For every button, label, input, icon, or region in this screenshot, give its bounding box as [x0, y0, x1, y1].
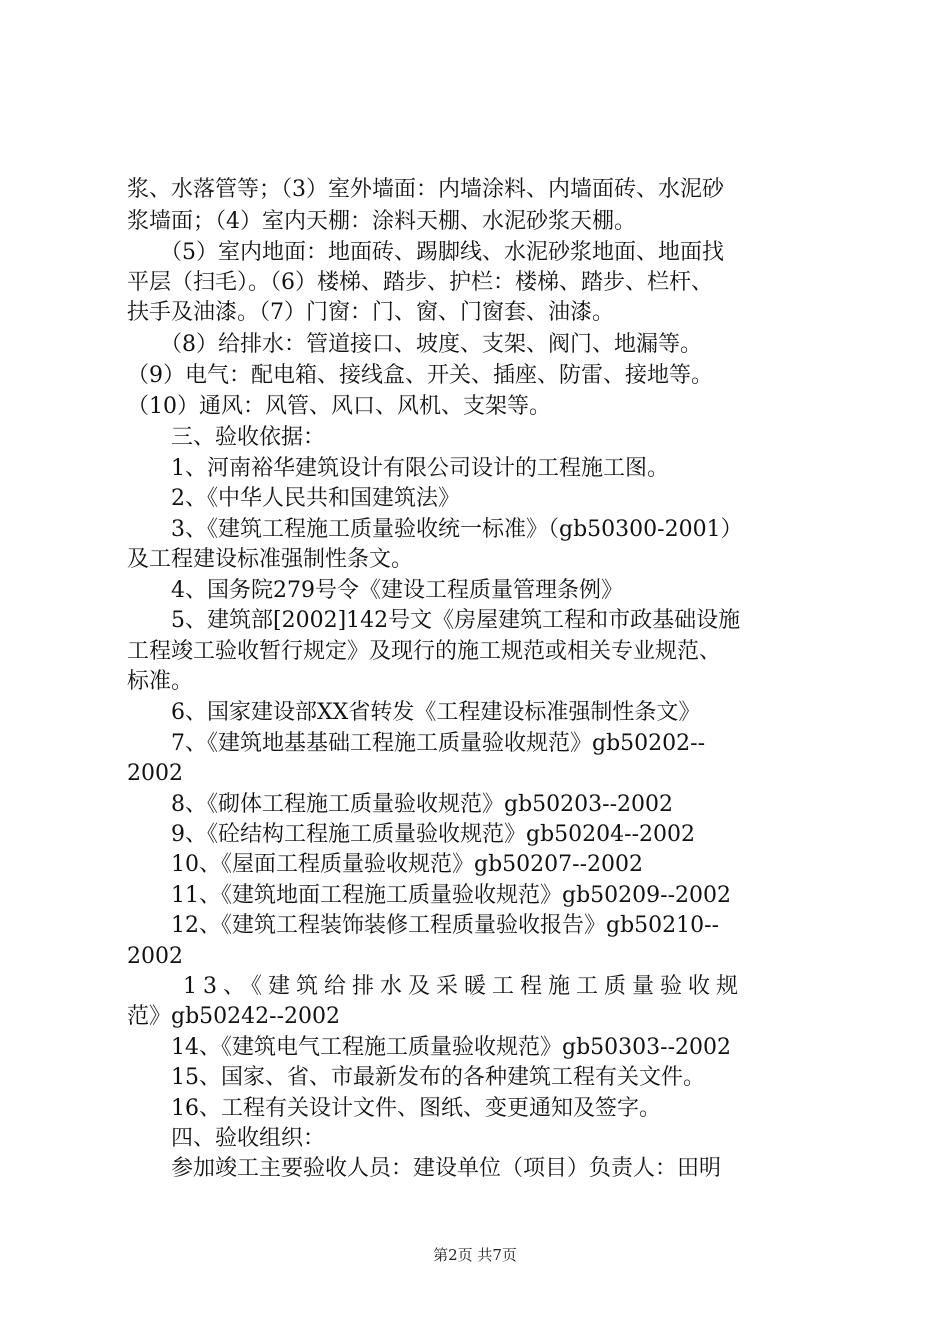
text-line: 浆墙面；（4）室内天棚：涂料天棚、水泥砂浆天棚。: [127, 209, 636, 234]
list-item: 3、《建筑工程施工质量验收统一标准》（gb50300-2001）: [127, 517, 743, 542]
list-item: 1、河南裕华建筑设计有限公司设计的工程施工图。: [127, 456, 669, 481]
page-footer: 第2页 共7页: [433, 1246, 517, 1264]
list-item: 4、国务院279号令《建设工程质量管理条例》: [127, 578, 623, 603]
list-item: 10、《屋面工程质量验收规范》gb50207--2002: [127, 852, 644, 877]
list-item: 2、《中华人民共和国建筑法》: [127, 486, 460, 511]
text-line: （5）室内地面：地面砖、踢脚线、水泥砂浆地面、地面找: [127, 240, 724, 265]
text-line: 浆、水落管等；（3）室外墙面：内墙涂料、内墙面砖、水泥砂: [127, 177, 724, 202]
list-item: 13、《建筑给排水及采暖工程施工质量验收规: [127, 974, 744, 999]
text-line: 标准。: [127, 669, 194, 694]
text-line: 平层（扫毛）。（6）楼梯、踏步、护栏：楼梯、踏步、栏杆、: [127, 270, 713, 295]
list-item: 15、国家、省、市最新发布的各种建筑工程有关文件。: [127, 1065, 705, 1090]
text-line: 工程竣工验收暂行规定》及现行的施工规范或相关专业规范、: [127, 639, 722, 664]
list-item: 11、《建筑地面工程施工质量验收规范》gb50209--2002: [127, 883, 732, 908]
text-line: （8）给排水：管道接口、坡度、支架、阀门、地漏等。: [127, 332, 702, 357]
text-line: （10）通风：风管、风口、风机、支架等。: [127, 394, 551, 419]
list-item: 7、《建筑地基基础工程施工质量验收规范》gb50202--: [127, 731, 706, 756]
text-line: 2002: [127, 944, 183, 969]
section-heading: 三、验收依据：: [127, 425, 326, 450]
list-item: 5、建筑部[2002]142号文《房屋建筑工程和市政基础设施: [127, 608, 741, 633]
list-item: 16、工程有关设计文件、图纸、变更通知及签字。: [127, 1096, 661, 1121]
text-line: （9）电气：配电箱、接线盒、开关、插座、防雷、接地等。: [127, 363, 713, 388]
list-item: 8、《砌体工程施工质量验收规范》gb50203--2002: [127, 792, 674, 817]
text-line: 参加竣工主要验收人员：建设单位（项目）负责人：田明: [127, 1156, 722, 1181]
text-line: 2002: [127, 761, 183, 786]
text-line: 及工程建设标准强制性条文。: [127, 547, 414, 572]
text-line: 范》gb50242--2002: [127, 1004, 341, 1029]
list-item: 12、《建筑工程装饰装修工程质量验收报告》gb50210--: [127, 913, 720, 938]
text-line: 扶手及油漆。（7）门窗：门、窗、门窗套、油漆。: [127, 300, 614, 325]
list-item: 9、《砼结构工程施工质量验收规范》gb50204--2002: [127, 822, 696, 847]
list-item: 14、《建筑电气工程施工质量验收规范》gb50303--2002: [127, 1035, 732, 1060]
section-heading: 四、验收组织：: [127, 1126, 326, 1151]
list-item: 6、国家建设部XX省转发《工程建设标准强制性条文》: [127, 700, 701, 725]
